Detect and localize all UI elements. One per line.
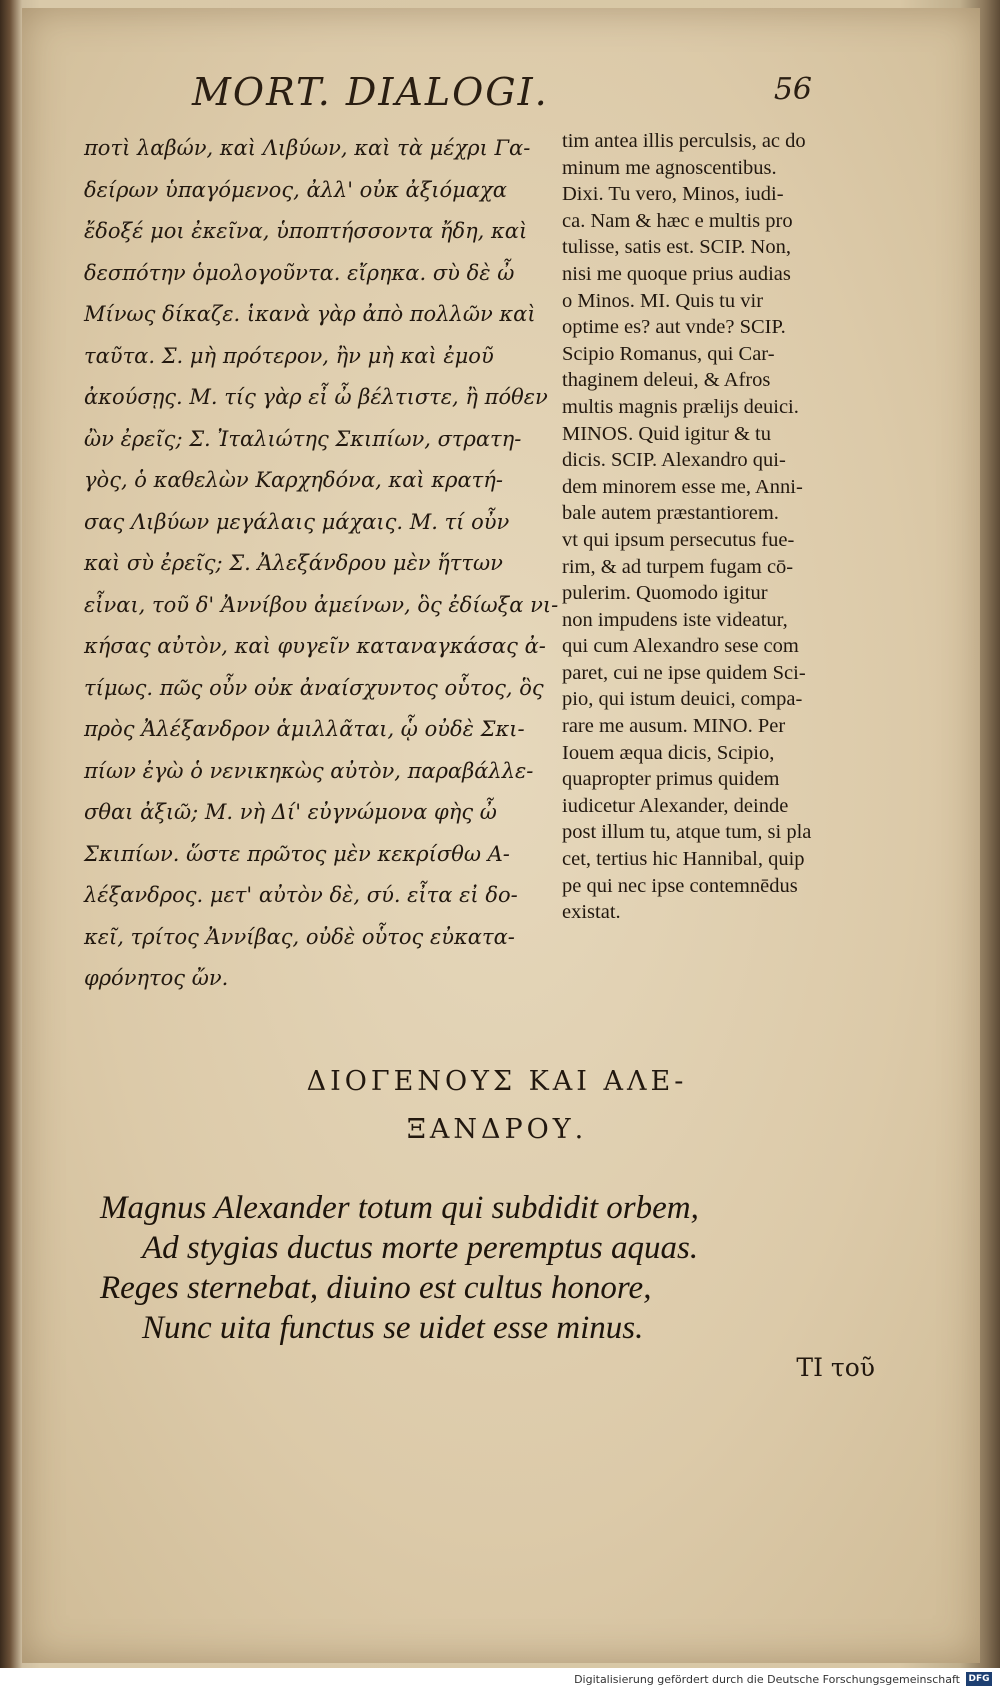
latin-line: non impudens iste videatur, xyxy=(562,608,788,631)
greek-line: καὶ σὺ ἐρεῖς; Σ. Ἀλεξάνδρου μὲν ἥττων xyxy=(84,551,503,575)
latin-line: paret, cui ne ipse quidem Sci- xyxy=(562,661,806,684)
latin-line: Dixi. Tu vero, Minos, iudi- xyxy=(562,183,784,206)
previous-page-edge xyxy=(0,120,20,1420)
latin-line: rim, & ad turpem fugam cō- xyxy=(562,555,794,578)
epigram-verses xyxy=(100,1188,920,1348)
dialogue-heading-line: ΔΙΟΓΕΝΟΥΣ ΚΑΙ ΑΛΕ- xyxy=(306,1066,688,1097)
latin-line: qui cum Alexandro sese com xyxy=(562,635,799,658)
latin-line: post illum tu, atque tum, si pla xyxy=(562,821,812,844)
greek-text-column xyxy=(84,128,559,1000)
latin-line: rare me ausum. MINO. Per xyxy=(562,715,786,738)
latin-line: nisi me quoque prius audias xyxy=(562,262,791,285)
latin-line: dem minorem esse me, Anni- xyxy=(562,475,803,498)
page-number: 56 xyxy=(773,72,812,107)
digitization-footer xyxy=(0,1668,1000,1691)
latin-line: dicis. SCIP. Alexandro qui- xyxy=(562,449,786,472)
verse-line: Reges sternebat, diuino est cultus honore, xyxy=(100,1270,652,1306)
greek-line: Σκιπίων. ὥστε πρῶτος μὲν κεκρίσθω Α- xyxy=(84,841,510,866)
greek-line: δείρων ὑπαγόμενος, ἀλλ' οὐκ ἀξιόμαχα xyxy=(84,177,507,202)
greek-line: ἔδοξέ μοι ἐκεῖνα, ὑποπτήσσοντα ἤδη, καὶ xyxy=(84,219,528,243)
greek-line: κεῖ, τρίτος Ἀννίβας, οὐδὲ οὗτος εὐκατα- xyxy=(84,924,515,949)
dialogue-heading xyxy=(172,1058,822,1154)
latin-line: MINOS. Quid igitur & tu xyxy=(562,422,771,445)
greek-line: σας Λιβύων μεγάλαις μάχαις. Μ. τί οὖν xyxy=(84,509,510,534)
greek-line: γὸς, ὁ καθελὼν Καρχηδόνα, καὶ κρατή- xyxy=(84,468,503,492)
latin-line: quapropter primus quidem xyxy=(562,768,780,791)
greek-line: τίμως. πῶς οὖν οὐκ ἀναίσχυντος οὗτος, ὃς xyxy=(84,675,544,700)
greek-line: ποτὶ λαβών, καὶ Λιβύων, καὶ τὰ μέχρι Γα- xyxy=(84,136,531,160)
running-title: MORT. DIALOGI. xyxy=(192,70,549,114)
greek-line: κήσας αὐτὸν, καὶ φυγεῖν καταναγκάσας ἀ- xyxy=(84,634,546,658)
greek-line: σθαι ἀξιῶ; Μ. νὴ Δί' εὐγνώμονα φὴς ὦ xyxy=(84,800,497,824)
verse-line: Ad stygias ductus morte peremptus aquas. xyxy=(142,1230,699,1266)
latin-line: cet, tertius hic Hannibal, quip xyxy=(562,848,805,871)
latin-line: vt qui ipsum persecutus fue- xyxy=(562,528,795,551)
latin-line: thaginem deleui, & Afros xyxy=(562,369,771,392)
latin-line: Scipio Romanus, qui Car- xyxy=(562,342,775,365)
greek-line: πίων ἐγὼ ὁ νενικηκὼς αὐτὸν, παραβάλλε- xyxy=(84,758,534,783)
greek-line: λέξανδρος. μετ' αὐτὸν δὲ, σύ. εἶτα εἰ δο- xyxy=(84,883,518,907)
greek-line: φρόνητος ὤν. xyxy=(84,966,229,990)
latin-line: bale autem præstantiorem. xyxy=(562,502,779,525)
page-header xyxy=(192,70,832,120)
book-page xyxy=(22,8,980,1663)
greek-line: Μίνως δίκαζε. ἱκανὰ γὰρ ἀπὸ πολλῶν καὶ xyxy=(84,302,536,326)
latin-line: o Minos. MI. Quis tu vir xyxy=(562,289,764,312)
latin-line: Iouem æqua dicis, Scipio, xyxy=(562,741,775,764)
greek-line: δεσπότην ὁμολογοῦντα. εἴρηκα. σὺ δὲ ὦ xyxy=(84,260,515,285)
latin-line: tulisse, satis est. SCIP. Non, xyxy=(562,236,791,259)
latin-line: pio, qui istum deuici, compa- xyxy=(562,688,803,711)
greek-line: εἶναι, τοῦ δ' Ἀννίβου ἀμείνων, ὃς ἐδίωξα νι- xyxy=(84,592,559,617)
latin-line: ca. Nam & hæc e multis pro xyxy=(562,209,793,232)
latin-line: pulerim. Quomodo igitur xyxy=(562,582,768,605)
latin-line: optime es? aut vnde? SCIP. xyxy=(562,316,786,339)
latin-line: iudicetur Alexander, deinde xyxy=(562,794,789,817)
greek-line: ὢν ἐρεῖς; Σ. Ἰταλιώτης Σκιπίων, στρατη- xyxy=(84,426,522,451)
dfg-logo: DFG xyxy=(966,1672,992,1686)
greek-line: πρὸς Ἀλέξανδρον ἁμιλλᾶται, ᾧ οὐδὲ Σκι- xyxy=(84,717,525,741)
verse-line: Magnus Alexander totum qui subdidit orbem, xyxy=(100,1190,699,1226)
latin-line: minum me agnoscentibus. xyxy=(562,156,777,179)
greek-line: ἀκούσῃς. Μ. τίς γὰρ εἶ ὦ βέλτιστε, ἢ πόθεν xyxy=(84,385,548,409)
funding-credit: Digitalisierung gefördert durch die Deutsche Forschungsgemeinschaft xyxy=(574,1673,960,1686)
dialogue-heading-line: ΞΑΝΔΡΟΥ. xyxy=(406,1114,588,1145)
latin-line: tim antea illis perculsis, ac do xyxy=(562,130,806,152)
latin-line: existat. xyxy=(562,901,621,924)
latin-line: multis magnis prælijs deuici. xyxy=(562,395,799,418)
verse-line: Nunc uita functus se uidet esse minus. xyxy=(142,1310,644,1346)
latin-line: pe qui nec ipse contemnēdus xyxy=(562,874,798,897)
catchword: ΤΙ τοῦ xyxy=(796,1353,875,1382)
greek-line: ταῦτα. Σ. μὴ πρότερον, ἢν μὴ καὶ ἐμοῦ xyxy=(84,343,494,368)
latin-text-column xyxy=(562,128,892,926)
